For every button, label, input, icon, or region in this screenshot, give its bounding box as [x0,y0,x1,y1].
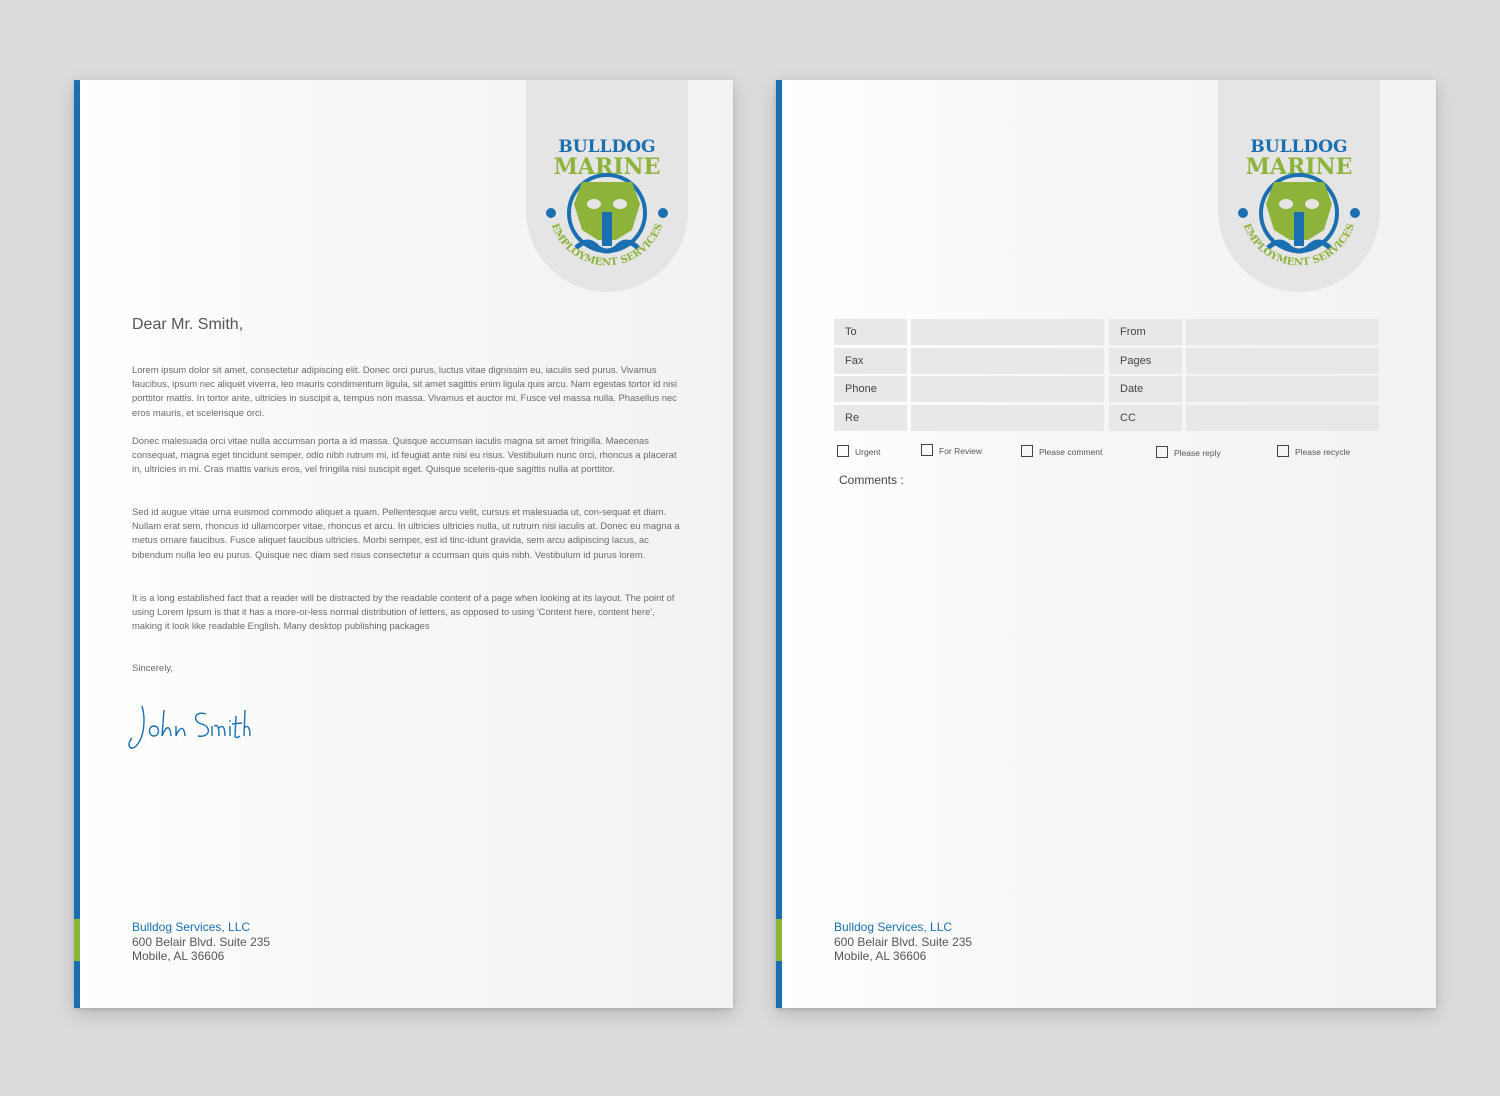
fax-field[interactable] [911,348,1104,374]
checkbox-label: Please recycle [1295,447,1351,457]
pages-label: Pages [1109,348,1182,374]
address-line-1: 600 Belair Blvd. Suite 235 [834,934,973,949]
checkbox-icon[interactable] [1156,446,1168,458]
checkbox-for-review[interactable] [921,444,982,457]
checkbox-label: Urgent [855,447,881,457]
phone-field[interactable] [911,376,1104,402]
letter-paragraph: Lorem ipsum dolor sit amet, consectetur adipiscing elit. Donec orci purus, luctus vitae dignissim eu, iaculis sed purus. Vivamus faucibus, ipsum nec aliquet viverra, leo mauris condimentum ligula, sit amet sagittis enim ligula quis arcu. Nam egestas tortor id nisi porttitor mattis. In tortor ante, ultricies in suscipit a, tempus non massa. Vivamus et auctor mi. Fusce vel massa nulla. Phasellus nec eros mauris, et scelerisque orci. [132,364,678,418]
checkbox-icon[interactable] [1277,445,1289,457]
checkbox-label: Please comment [1039,447,1103,457]
salutation: Dear Mr. Smith, [132,316,244,333]
to-field[interactable] [911,319,1104,345]
address-line-2: Mobile, AL 36606 [132,949,225,963]
bulldog-marine-logo [1228,130,1370,275]
address-line-1: 600 Belair Blvd. Suite 235 [132,934,271,949]
logo-tab [526,80,688,292]
page-edge-accent [776,919,782,961]
comments-label: Comments : [839,473,904,487]
signature [124,700,254,756]
logo-line2: MARINE [553,154,661,180]
logo-line1: BULLDOG [1250,137,1348,157]
logo-arc-text: EMPLOYMENT SERVICES [1240,222,1358,269]
company-name: Bulldog Services, LLC [834,920,953,934]
logo-arc-text: EMPLOYMENT SERVICES [548,222,666,269]
checkbox-label: For Review [939,446,982,456]
bulldog-marine-logo [536,130,678,275]
to-label: To [834,319,907,345]
address-line-2: Mobile, AL 36606 [834,949,927,963]
re-label: Re [834,405,907,431]
fax-label: Fax [834,348,907,374]
letter-paragraph: Sed id augue vitae urna euismod commodo aliquet a quam. Pellentesque arcu velit, cursus et malesuada ut, con-sequat et diam. Nullam erat sem, rhoncus id ullamcorper vitae, rhoncus et arcu. In ultricies ultricies nulla, ut rutrum nisi iaculis at. Donec eu magna a metus ornare faucibus. Fusce aliquet faucibus ultricies. Morbi semper, est id tinc-idunt gravida, sem arcu adipiscing lacus, ac bibendum nulla leo eu purus. Quisque nec diam sed risus consectetur a ccumsan quis quis nibh. Vestibulum id purus lorem. [132,506,680,560]
logo-line1: BULLDOG [558,137,656,157]
phone-label: Phone [834,376,907,402]
page-edge-stripe [776,80,782,1008]
letter-paragraph: Donec malesuada orci vitae nulla accumsan porta a id massa. Quisque accumsan iaculis magna sit amet fringilla. Maecenas consequat, magna eget tincidunt semper, odio nibh rutrum mi, id feugiat ante nisi eu risus. Vestibulum nunc orci, rhoncus a placerat in, ultricies in mi. Cras mattis varius eros, vel fringilla nisi suscipit eget. Quisque sceleris-que sagittis nulla at porttitor. [132,435,677,475]
checkbox-icon[interactable] [837,445,849,457]
re-field[interactable] [911,405,1104,431]
ship-icon [602,212,612,246]
logo-line2: MARINE [1245,154,1353,180]
ship-icon [1294,212,1304,246]
checkbox-icon[interactable] [1021,445,1033,457]
company-name: Bulldog Services, LLC [132,920,251,934]
letter-paragraph: It is a long established fact that a reader will be distracted by the readable content of a page when looking at its layout. The point of using Lorem Ipsum is that it has a more-or-less normal distribution of letters, as opposed to using 'Content here, content here', making it look like readable English. Many desktop publishing packages [132,592,675,632]
checkbox-label: Please reply [1174,448,1221,458]
cc-field[interactable] [1186,405,1379,431]
fax-cover-page [776,80,1436,1008]
footer-address [834,920,972,964]
page-edge-stripe [74,80,80,1008]
date-field[interactable] [1186,376,1379,402]
checkbox-please-comment[interactable] [1021,445,1102,458]
pages-field[interactable] [1186,348,1379,374]
date-label: Date [1109,376,1182,402]
from-field[interactable] [1186,319,1379,345]
logo-tab [1218,80,1380,292]
cc-label: CC [1109,405,1182,431]
checkbox-please-reply[interactable] [1156,446,1221,459]
letterhead-page [74,80,733,1008]
footer-address [132,920,270,964]
from-label: From [1109,319,1182,345]
checkbox-icon[interactable] [921,444,933,456]
page-edge-accent [74,919,80,961]
closing: Sincerely, [132,663,174,674]
checkbox-please-recycle[interactable] [1277,445,1350,458]
checkbox-urgent[interactable] [837,445,881,458]
